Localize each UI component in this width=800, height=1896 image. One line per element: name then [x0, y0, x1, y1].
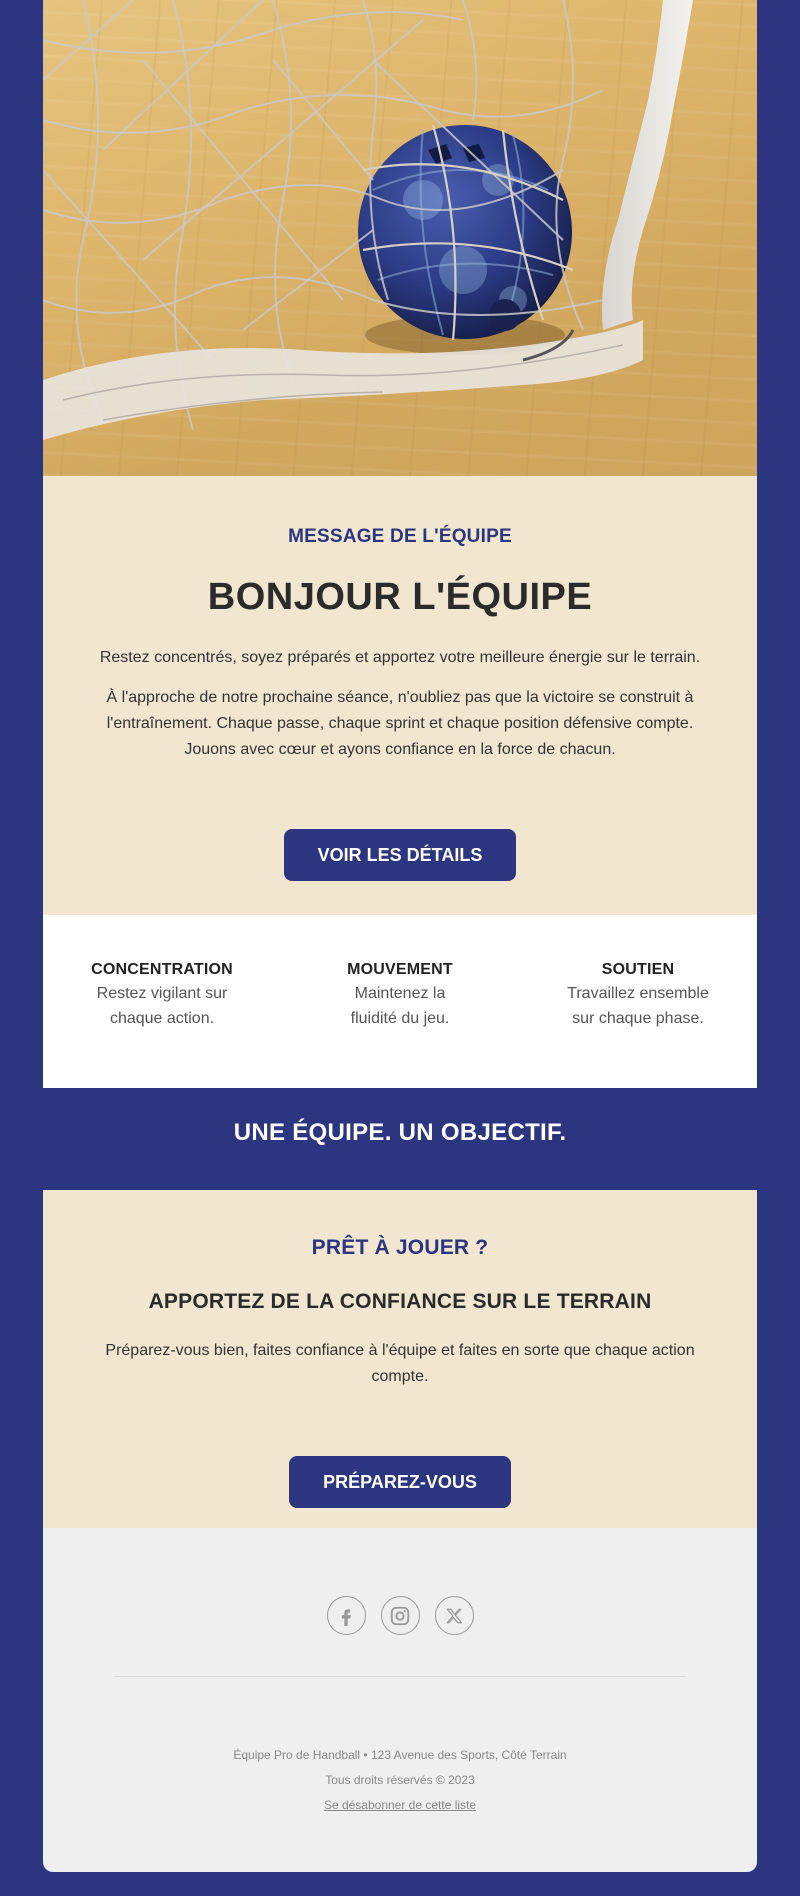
cta-title: APPORTEZ DE LA CONFIANCE SUR LE TERRAIN: [148, 1290, 652, 1313]
intro-section: [43, 476, 757, 915]
intro-eyebrow: MESSAGE DE L'ÉQUIPE: [288, 526, 512, 547]
unsubscribe-link[interactable]: Se désabonner de cette liste: [323, 1798, 477, 1812]
feature-mouvement: [281, 961, 519, 1088]
feature-title: SOUTIEN: [601, 961, 675, 978]
footer-divider: [114, 1676, 686, 1677]
email-container: [43, 0, 757, 1872]
x-glyph: [445, 1607, 463, 1625]
handball-net-illustration: [43, 0, 757, 476]
cta-body: Préparez-vous bien, faites confiance à l'équipe et faites en sorte que chaque action compte.: [105, 1342, 695, 1385]
footer: [43, 1528, 757, 1872]
hero-image: [43, 0, 757, 476]
features-row: [43, 915, 757, 1088]
footer-address: Équipe Pro de Handball • 123 Avenue des Sports, Côté Terrain: [233, 1748, 567, 1762]
feature-title: CONCENTRATION: [91, 961, 233, 978]
facebook-glyph: [336, 1606, 356, 1626]
feature-concentration: [43, 961, 281, 1088]
instagram-icon[interactable]: [381, 1596, 420, 1635]
facebook-icon[interactable]: [327, 1596, 366, 1635]
intro-body: À l'approche de notre prochaine séance, n'oubliez pas que la victoire se construit à l'entraînement. Chaque passe, chaque sprint et chaque position défensive compte. Jouons avec cœur et ayons confiance en la force de chacun.: [106, 689, 694, 758]
x-icon[interactable]: [435, 1596, 474, 1635]
feature-desc: Restez vigilant sur chaque action.: [96, 985, 228, 1027]
instagram-glyph: [389, 1605, 411, 1627]
social-links: [43, 1596, 757, 1635]
cta-section: [43, 1190, 757, 1528]
view-details-button[interactable]: VOIR LES DÉTAILS: [284, 829, 516, 881]
feature-desc: Travaillez ensemble sur chaque phase.: [567, 985, 709, 1027]
footer-rights: Tous droits réservés © 2023: [325, 1773, 475, 1787]
feature-title: MOUVEMENT: [347, 961, 453, 978]
feature-soutien: [519, 961, 757, 1088]
tagline-banner: UNE ÉQUIPE. UN OBJECTIF.: [233, 1119, 567, 1146]
cta-eyebrow: PRÊT À JOUER ?: [311, 1236, 489, 1259]
intro-title: BONJOUR L'ÉQUIPE: [207, 576, 593, 618]
intro-lead: Restez concentrés, soyez préparés et apportez votre meilleure énergie sur le terrain.: [99, 649, 701, 666]
feature-desc: Maintenez la fluidité du jeu.: [350, 985, 450, 1027]
get-ready-button[interactable]: PRÉPAREZ-VOUS: [289, 1456, 511, 1508]
